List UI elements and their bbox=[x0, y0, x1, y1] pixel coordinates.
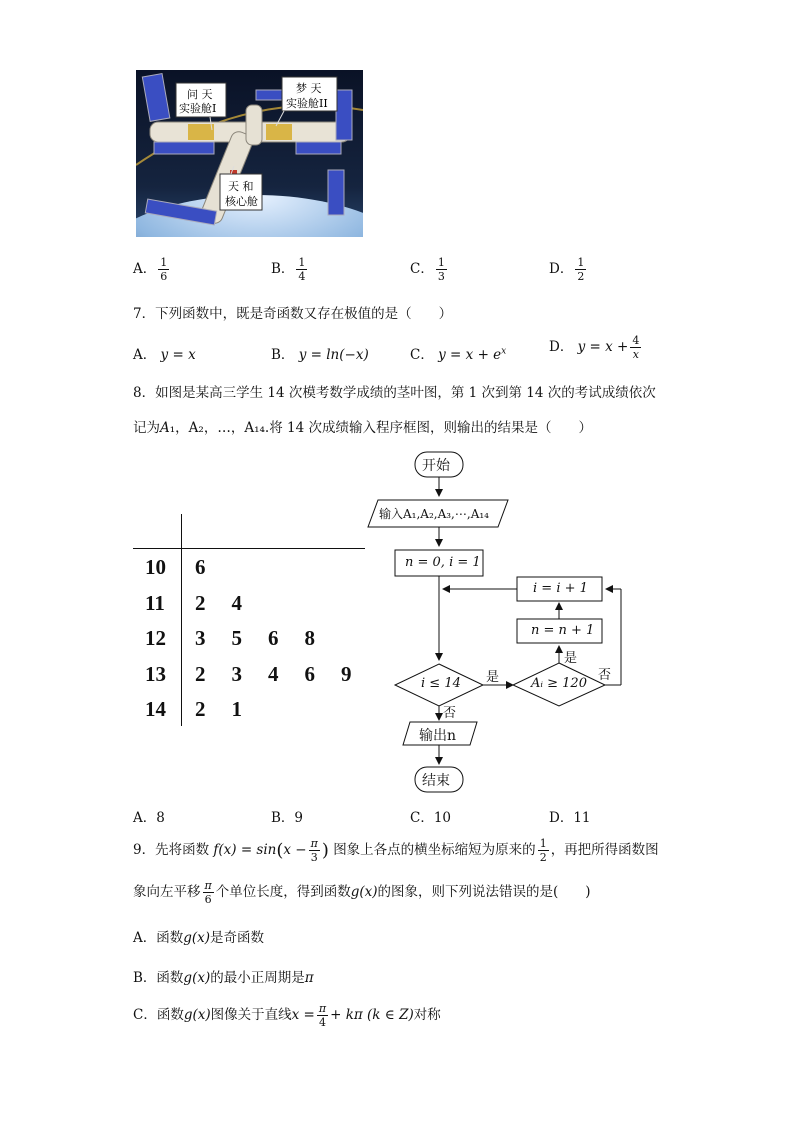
q7-option-d: D． y = x + $\frac{4}{x}$ bbox=[549, 334, 640, 361]
q6-option-a: A． $\frac{1}{6}$ bbox=[133, 256, 168, 283]
leaf-value: 6 bbox=[195, 555, 206, 579]
leaf-value: 2 bbox=[195, 590, 206, 615]
q9-option-b: B．函数g(x)的最小正周期是π bbox=[133, 970, 314, 986]
stem-value: 11 bbox=[145, 590, 165, 615]
flow-cond1-label: i ≤ 14 bbox=[421, 676, 461, 691]
q8-option-d: D．11 bbox=[549, 810, 591, 826]
leaf-value: 3 bbox=[231, 661, 242, 686]
leaf-value: 6 bbox=[268, 626, 279, 650]
label-wentian-1: 问 天 bbox=[187, 88, 213, 101]
label-mengtian-1: 梦 天 bbox=[296, 82, 322, 95]
q7-stem: 7．下列函数中，既是奇函数又存在极值的是（ ） bbox=[133, 306, 453, 322]
stem-value: 14 bbox=[145, 697, 166, 721]
label-tianhe-1: 天 和 bbox=[228, 180, 254, 193]
label-wentian-2: 实验舱I bbox=[179, 102, 217, 115]
q9-stem-line2: 象向左平移 $\frac{\pi}{6}$ 个单位长度，得到函数g(x)的图象，则下列说法错误的是( ) bbox=[133, 879, 591, 906]
stem-leaf-plot bbox=[133, 514, 368, 729]
flow-output-label: 输出n bbox=[419, 728, 457, 744]
leaf-value: 2 bbox=[195, 661, 206, 686]
flow-start-label: 开始 bbox=[422, 458, 450, 474]
leaf-value: 2 bbox=[195, 697, 206, 721]
flow-inc-n-label: n = n + 1 bbox=[531, 623, 595, 638]
stem-leaf-horizontal-line bbox=[133, 548, 365, 549]
leaf-value: 9 bbox=[341, 661, 352, 686]
q6-option-b: B． $\frac{1}{4}$ bbox=[271, 256, 306, 283]
flow-yes1-label: 是 bbox=[486, 670, 500, 685]
q6-option-c: C． $\frac{1}{3}$ bbox=[410, 256, 445, 283]
q8-option-b: B．9 bbox=[271, 810, 304, 826]
stem-value: 10 bbox=[145, 555, 166, 579]
q7-option-a: A． y = x bbox=[133, 347, 196, 363]
stem-value: 12 bbox=[145, 626, 166, 650]
q6-option-d: D． $\frac{1}{2}$ bbox=[549, 256, 585, 283]
flow-input-label: 输入A₁,A₂,A₃,⋯,A₁₄ bbox=[379, 507, 489, 521]
leaf-value: 8 bbox=[304, 626, 315, 650]
leaf-value: 1 bbox=[231, 697, 242, 721]
flow-no1-label: 否 bbox=[443, 706, 457, 721]
flow-cond2-label: Aᵢ ≥ 120 bbox=[531, 676, 587, 691]
leaf-value: 4 bbox=[231, 590, 242, 615]
q9-option-c: C．函数g(x)图像关于直线x = $\frac{\pi}{4}$ + kπ (k ∈ Z)对称 bbox=[133, 1002, 441, 1029]
q9-stem-line1: 9．先将函数 f(x) = sin(x − $\frac{\pi}{3}$ ) 图象上各点的横坐标缩短为原来的 $\frac{1}{2}$ ，再把所得函数图 bbox=[133, 837, 659, 864]
q8-option-a: A．8 bbox=[133, 810, 165, 826]
leaf-value: 3 bbox=[195, 626, 206, 650]
stem-value: 13 bbox=[145, 661, 166, 686]
stem-leaf-vertical-line bbox=[181, 514, 182, 726]
flow-yes2-label: 是 bbox=[564, 651, 578, 666]
leaf-value: 6 bbox=[304, 661, 315, 686]
space-station-image bbox=[136, 70, 363, 237]
flow-no2-label: 否 bbox=[598, 668, 612, 683]
leaf-value: 5 bbox=[231, 626, 242, 650]
q7-option-c: C． $y = x + e^x$ bbox=[410, 346, 507, 363]
q9-option-a: A．函数g(x)是奇函数 bbox=[133, 930, 265, 946]
label-tianhe-2: 核心舱 bbox=[225, 195, 258, 208]
q8-stem-line1: 8．如图是某高三学生 14 次模考数学成绩的茎叶图，第 1 次到第 14 次的考试成绩依次 bbox=[133, 385, 656, 401]
flow-inc-i-label: i = i + 1 bbox=[533, 581, 588, 596]
flow-end-label: 结束 bbox=[422, 773, 450, 789]
flow-init-label: n = 0, i = 1 bbox=[405, 555, 481, 570]
q7-option-b: B． y = ln(−x) bbox=[271, 347, 369, 363]
label-mengtian-2: 实验舱II bbox=[286, 97, 328, 110]
flowchart bbox=[365, 448, 655, 798]
q8-option-c: C．10 bbox=[410, 810, 452, 826]
leaf-value: 4 bbox=[268, 661, 279, 686]
q8-stem-line2: 记为A₁，A₂，…，A₁₄.将 14 次成绩输入程序框图，则输出的结果是（ ） bbox=[133, 420, 592, 436]
